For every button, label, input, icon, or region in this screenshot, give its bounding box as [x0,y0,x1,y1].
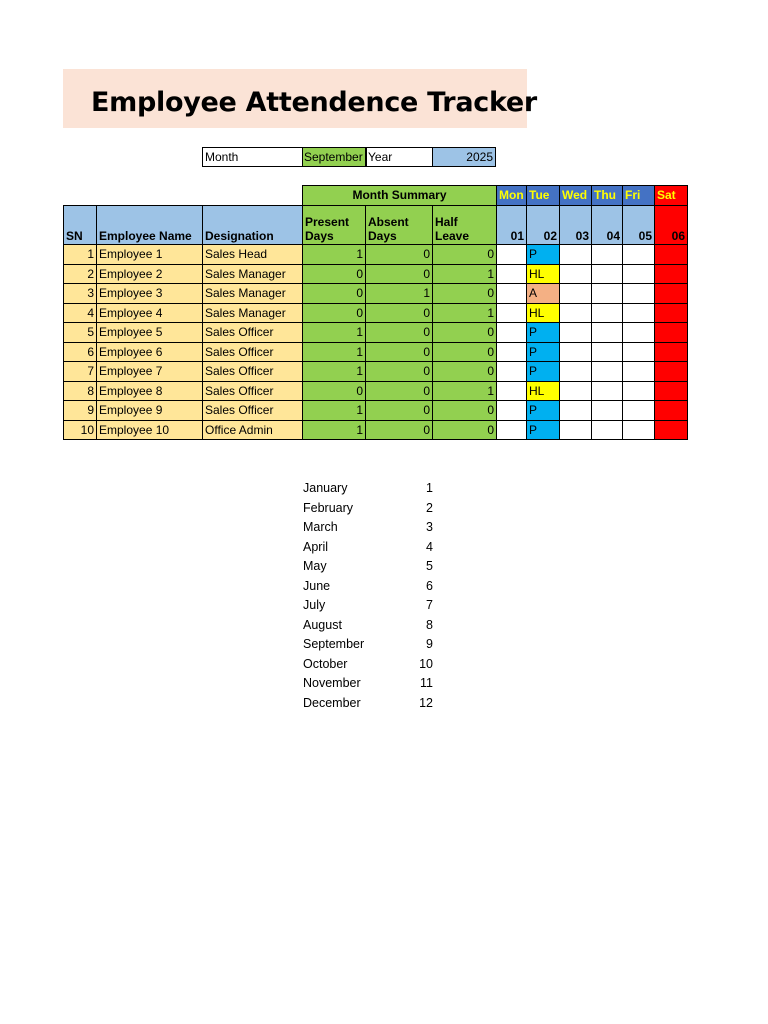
attendance-cell-day-01[interactable] [496,303,527,323]
half-leave-value: 1 [432,303,497,323]
employee-name[interactable]: Employee 3 [96,283,203,304]
attendance-cell-day-04[interactable] [591,342,623,362]
attendance-cell-day-06 [654,342,688,362]
half-leave-value: 0 [432,361,497,382]
attendance-cell-day-02[interactable]: HL [526,381,560,401]
employee-sn: 5 [63,322,97,343]
month-number: 9 [426,637,433,651]
employee-sn: 3 [63,283,97,304]
employee-name-header: Employee Name [96,205,203,245]
employee-name[interactable]: Employee 4 [96,303,203,323]
attendance-cell-day-06 [654,381,688,401]
attendance-cell-day-03[interactable] [559,420,592,440]
absent-days-value: 0 [365,420,433,440]
attendance-cell-day-01[interactable] [496,264,527,284]
absent-days-value: 1 [365,283,433,304]
employee-designation[interactable]: Sales Officer [202,400,303,421]
month-name: December [303,695,361,710]
attendance-cell-day-04[interactable] [591,303,623,323]
employee-name[interactable]: Employee 5 [96,322,203,343]
month-name: March [303,520,338,534]
employee-designation[interactable]: Sales Manager [202,303,303,323]
weekday-header-sat: Sat [654,185,688,206]
employee-designation[interactable]: Office Admin [202,420,303,440]
employee-sn: 10 [63,420,97,440]
attendance-cell-day-05[interactable] [622,244,655,265]
employee-name[interactable]: Employee 10 [96,420,203,440]
month-list-item [303,674,433,694]
year-input-cell[interactable]: 2025 [432,147,496,167]
weekday-header-wed: Wed [559,185,592,206]
year-label-cell: Year [365,147,433,167]
attendance-cell-day-04[interactable] [591,283,623,304]
attendance-cell-day-03[interactable] [559,244,592,265]
absent-days-header: Absent Days [365,205,433,245]
month-number: 10 [419,656,433,671]
absent-days-value: 0 [365,381,433,401]
present-days-value: 0 [302,283,366,304]
attendance-cell-day-04[interactable] [591,381,623,401]
month-label-cell: Month [202,147,303,167]
month-number: 3 [426,520,433,534]
attendance-cell-day-01[interactable] [496,283,527,304]
employee-sn: 7 [63,361,97,382]
month-name: January [303,481,348,495]
half-leave-header: Half Leave [432,205,497,245]
absent-days-value: 0 [365,244,433,265]
absent-days-value: 0 [365,322,433,343]
employee-designation[interactable]: Sales Officer [202,322,303,343]
attendance-cell-day-06 [654,400,688,421]
month-list-item [303,538,433,558]
attendance-cell-day-01[interactable] [496,381,527,401]
attendance-cell-day-01[interactable] [496,322,527,343]
designation-header: Designation [202,205,303,245]
attendance-cell-day-02[interactable]: P [526,400,560,421]
attendance-cell-day-05[interactable] [622,264,655,284]
employee-designation[interactable]: Sales Manager [202,283,303,304]
attendance-cell-day-05[interactable] [622,283,655,304]
attendance-cell-day-01[interactable] [496,420,527,440]
present-days-value: 1 [302,400,366,421]
date-header-03: 03 [559,205,592,245]
absent-days-value: 0 [365,400,433,421]
employee-designation[interactable]: Sales Officer [202,361,303,382]
half-leave-value: 0 [432,244,497,265]
half-leave-value: 1 [432,381,497,401]
present-days-header: Present Days [302,205,366,245]
employee-designation[interactable]: Sales Officer [202,381,303,401]
page-title: Employee Attendence Tracker [91,87,537,118]
half-leave-value: 0 [432,342,497,362]
attendance-cell-day-04[interactable] [591,361,623,382]
attendance-cell-day-06 [654,420,688,440]
present-days-value: 0 [302,264,366,284]
weekday-header-fri: Fri [622,185,655,206]
month-list-item [303,577,433,597]
attendance-cell-day-05[interactable] [622,303,655,323]
month-number: 7 [426,598,433,612]
month-number: 1 [426,481,433,495]
present-days-value: 1 [302,322,366,343]
month-name: November [303,676,361,690]
month-name: April [303,539,329,554]
attendance-cell-day-03[interactable] [559,361,592,382]
attendance-cell-day-02[interactable]: P [526,361,560,382]
month-list-item [303,518,433,538]
employee-name[interactable]: Employee 7 [96,361,203,382]
attendance-cell-day-04[interactable] [591,420,623,440]
attendance-cell-day-05[interactable] [622,420,655,440]
date-header-05: 05 [622,205,655,245]
attendance-cell-day-06 [654,303,688,323]
weekday-header-tue: Tue [526,185,560,206]
month-number: 11 [420,676,433,690]
employee-sn: 1 [63,244,97,265]
present-days-value: 1 [302,420,366,440]
month-name: August [303,617,342,632]
month-name: July [303,598,326,612]
attendance-cell-day-05[interactable] [622,361,655,382]
month-list-item [303,655,433,675]
attendance-cell-day-05[interactable] [622,322,655,343]
half-leave-value: 0 [432,322,497,343]
attendance-cell-day-06 [654,264,688,284]
sn-header: SN [63,205,97,245]
month-number: 2 [426,500,433,515]
attendance-cell-day-03[interactable] [559,264,592,284]
month-summary-header: Month Summary [302,185,497,206]
weekday-header-thu: Thu [591,185,623,206]
present-days-value: 0 [302,381,366,401]
employee-name[interactable]: Employee 2 [96,264,203,284]
title-banner [63,69,537,128]
attendance-cell-day-06 [654,361,688,382]
employee-name[interactable]: Employee 9 [96,400,203,421]
attendance-cell-day-06 [654,322,688,343]
date-header-04: 04 [591,205,623,245]
present-days-value: 1 [302,361,366,382]
month-name: June [303,578,331,593]
half-leave-value: 1 [432,264,497,284]
attendance-cell-day-01[interactable] [496,361,527,382]
month-name: September [303,637,365,651]
present-days-value: 0 [302,303,366,323]
employee-name[interactable]: Employee 8 [96,381,203,401]
attendance-cell-day-02[interactable]: P [526,342,560,362]
attendance-cell-day-05[interactable] [622,400,655,421]
attendance-cell-day-06 [654,283,688,304]
half-leave-value: 0 [432,283,497,304]
absent-days-value: 0 [365,264,433,284]
absent-days-value: 0 [365,303,433,323]
attendance-cell-day-01[interactable] [496,400,527,421]
month-name: February [303,500,354,515]
month-list-item [303,596,433,616]
present-days-value: 1 [302,244,366,265]
employee-designation[interactable]: Sales Manager [202,264,303,284]
date-header-06: 06 [654,205,688,245]
employee-sn: 4 [63,303,97,323]
month-name: October [303,656,348,671]
employee-designation[interactable]: Sales Head [202,244,303,265]
employee-designation[interactable]: Sales Officer [202,342,303,362]
month-list-item [303,635,433,655]
attendance-cell-day-03[interactable] [559,283,592,304]
month-list-item [303,557,433,577]
date-header-01: 01 [496,205,527,245]
month-number: 8 [426,617,433,632]
month-number: 12 [419,695,433,710]
attendance-cell-day-02[interactable]: P [526,420,560,440]
month-list-item [303,499,433,519]
employee-name[interactable]: Employee 1 [96,244,203,265]
month-number: 5 [426,559,433,573]
attendance-cell-day-04[interactable] [591,264,623,284]
date-header-02: 02 [526,205,560,245]
employee-sn: 2 [63,264,97,284]
attendance-cell-day-04[interactable] [591,244,623,265]
attendance-cell-day-06 [654,244,688,265]
attendance-cell-day-03[interactable] [559,342,592,362]
attendance-cell-day-02[interactable]: HL [526,303,560,323]
weekday-header-mon: Mon [496,185,527,206]
attendance-cell-day-01[interactable] [496,342,527,362]
month-select-cell[interactable]: September [302,147,367,167]
attendance-cell-day-05[interactable] [622,342,655,362]
present-days-value: 1 [302,342,366,362]
half-leave-value: 0 [432,400,497,421]
month-list-item [303,694,433,714]
employee-sn: 6 [63,342,97,362]
attendance-cell-day-02[interactable]: P [526,244,560,265]
attendance-cell-day-03[interactable] [559,303,592,323]
attendance-cell-day-04[interactable] [591,400,623,421]
attendance-cell-day-03[interactable] [559,322,592,343]
month-number: 6 [426,578,433,593]
attendance-cell-day-05[interactable] [622,381,655,401]
absent-days-value: 0 [365,342,433,362]
attendance-cell-day-02[interactable]: HL [526,264,560,284]
month-name: May [303,559,327,573]
employee-sn: 8 [63,381,97,401]
absent-days-value: 0 [365,361,433,382]
month-list-item [303,616,433,636]
month-list-item [303,479,433,499]
attendance-cell-day-02[interactable]: P [526,322,560,343]
month-number: 4 [426,539,433,554]
attendance-cell-day-01[interactable] [496,244,527,265]
month-lookup-list [303,479,433,713]
attendance-cell-day-02[interactable]: A [526,283,560,304]
attendance-cell-day-03[interactable] [559,400,592,421]
attendance-cell-day-03[interactable] [559,381,592,401]
attendance-cell-day-04[interactable] [591,322,623,343]
employee-name[interactable]: Employee 6 [96,342,203,362]
half-leave-value: 0 [432,420,497,440]
employee-sn: 9 [63,400,97,421]
